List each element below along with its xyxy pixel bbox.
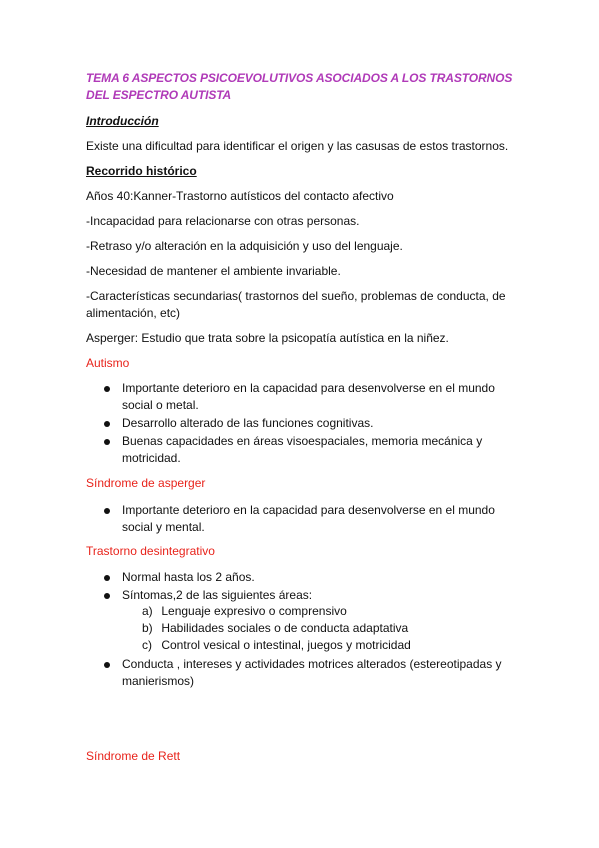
document-title: TEMA 6 ASPECTOS PSICOEVOLUTIVOS ASOCIADOS A LOS TRASTORNOS DEL ESPECTRO AUTISTA bbox=[86, 71, 513, 102]
sub-item-text: Habilidades sociales o de conducta adaptativa bbox=[161, 621, 409, 635]
bullet-icon bbox=[104, 439, 110, 445]
desintegrativo-bullet: Síntomas,2 de las siguientes áreas: bbox=[122, 588, 313, 602]
sub-item-text: Control vesical o intestinal, juegos y motricidad bbox=[161, 638, 411, 652]
autismo-heading: Autismo bbox=[86, 356, 130, 370]
sub-item bbox=[142, 621, 408, 636]
bullet-icon bbox=[104, 386, 110, 392]
autismo-bullet: Importante deterioro en la capacidad para desenvolverse en el mundo social o metal. bbox=[122, 381, 495, 412]
desintegrativo-bullet: Conducta , intereses y actividades motrices alterados (estereotipadas y manierismos) bbox=[122, 657, 502, 688]
desintegrativo-bullet: Normal hasta los 2 años. bbox=[122, 570, 255, 584]
sub-item-text: Lenguaje expresivo o comprensivo bbox=[161, 604, 347, 618]
sub-item-marker: a) bbox=[142, 604, 153, 618]
history-line: -Incapacidad para relacionarse con otras personas. bbox=[86, 214, 360, 228]
desintegrativo-heading: Trastorno desintegrativo bbox=[86, 544, 215, 558]
asperger-bullet: Importante deterioro en la capacidad para desenvolverse en el mundo social y mental. bbox=[122, 503, 495, 534]
sub-item bbox=[142, 604, 347, 619]
bullet-icon bbox=[104, 662, 110, 668]
sub-item-marker: b) bbox=[142, 621, 153, 635]
bullet-icon bbox=[104, 508, 110, 514]
history-heading: Recorrido histórico bbox=[86, 164, 197, 178]
autismo-bullet: Desarrollo alterado de las funciones cognitivas. bbox=[122, 416, 374, 430]
sub-item-marker: c) bbox=[142, 638, 152, 652]
bullet-icon bbox=[104, 575, 110, 581]
history-line: Años 40:Kanner-Trastorno autísticos del contacto afectivo bbox=[86, 189, 394, 203]
history-line: Asperger: Estudio que trata sobre la psicopatía autística en la niñez. bbox=[86, 331, 449, 345]
bullet-icon bbox=[104, 593, 110, 599]
history-line: -Retraso y/o alteración en la adquisición y uso del lenguaje. bbox=[86, 239, 403, 253]
asperger-heading: Síndrome de asperger bbox=[86, 476, 206, 490]
autismo-bullet: Buenas capacidades en áreas visoespaciales, memoria mecánica y motricidad. bbox=[122, 434, 483, 465]
bullet-icon bbox=[104, 421, 110, 427]
intro-heading: Introducción bbox=[86, 114, 159, 128]
rett-heading: Síndrome de Rett bbox=[86, 749, 181, 763]
history-line: -Características secundarias( trastornos del sueño, problemas de conducta, de alimentación, etc) bbox=[86, 289, 506, 320]
history-line: -Necesidad de mantener el ambiente invariable. bbox=[86, 264, 341, 278]
sub-item bbox=[142, 638, 411, 653]
intro-text: Existe una dificultad para identificar el origen y las casusas de estos trastornos. bbox=[86, 139, 509, 153]
